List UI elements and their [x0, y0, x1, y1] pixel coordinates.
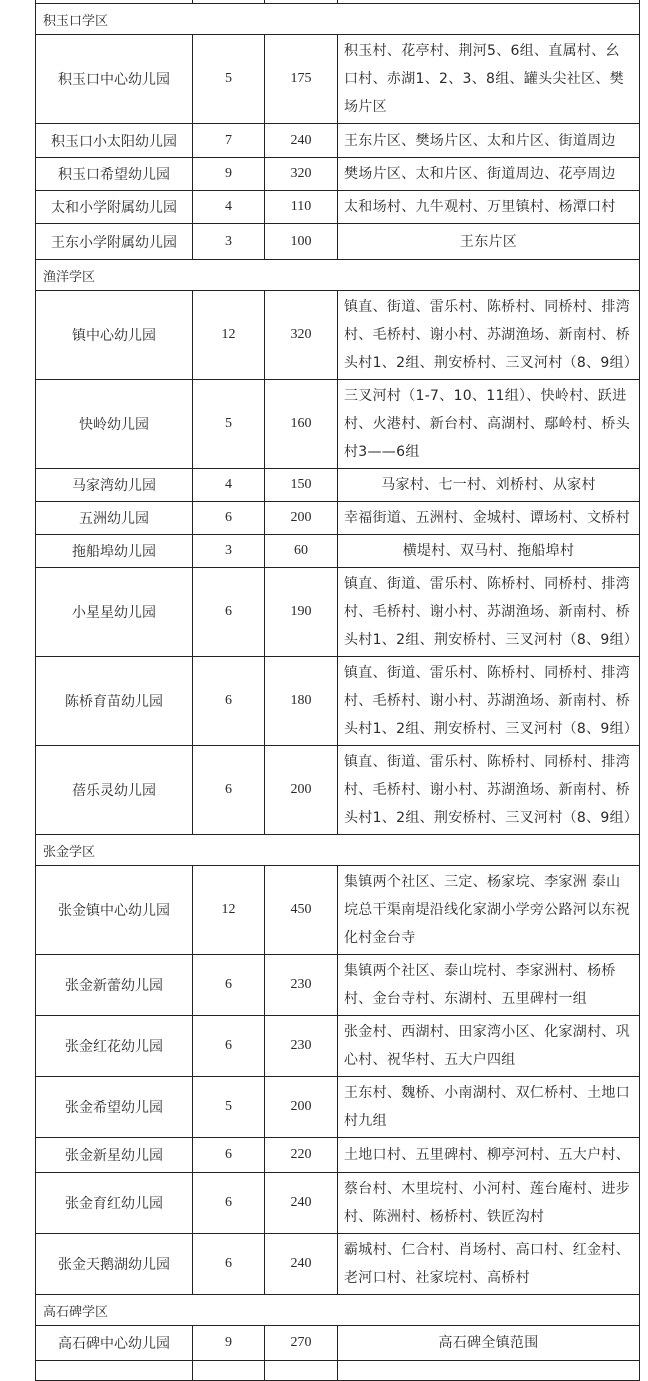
enrollment-count-cell: 190 — [265, 568, 338, 657]
enrollment-count-cell: 240 — [265, 1234, 338, 1295]
service-area-cell: 集镇两个社区、泰山垸村、李家洲村、杨桥村、金台寺村、东湖村、五里碑村一组 — [338, 955, 640, 1016]
section-title: 积玉口学区 — [36, 4, 640, 35]
service-area-cell: 横堤村、双马村、拖船埠村 — [338, 535, 640, 568]
service-area-cell: 樊场片区、太和片区、街道周边、花亭周边 — [338, 158, 640, 191]
class-count-cell: 6 — [193, 1016, 265, 1077]
enrollment-count-cell: 160 — [265, 380, 338, 469]
class-count-cell: 7 — [193, 124, 265, 158]
kindergarten-name-cell: 张金育红幼儿园 — [36, 1173, 193, 1234]
kindergarten-name-cell: 小星星幼儿园 — [36, 568, 193, 657]
enrollment-count-cell: 110 — [265, 191, 338, 224]
service-area-cell: 三叉河村（1-7、10、11组）、快岭村、跃进村、火港村、新台村、高湖村、鄢岭村、桥头村3——6组 — [338, 380, 640, 469]
kindergarten-enrollment-table — [35, 0, 640, 1381]
class-count-cell: 9 — [193, 1326, 265, 1361]
enrollment-count-cell: 60 — [265, 535, 338, 568]
service-area-cell: 集镇两个社区、三定、杨家垸、李家洲 泰山垸总干渠南堤沿线化家湖小学旁公路河以东祝化村金台寺 — [338, 866, 640, 955]
kindergarten-name-cell: 拖船埠幼儿园 — [36, 535, 193, 568]
table-row — [36, 502, 640, 535]
kindergarten-name-cell: 高石碑中心幼儿园 — [36, 1326, 193, 1361]
section-header-row — [36, 835, 640, 866]
table-row — [36, 191, 640, 224]
enrollment-count-cell: 320 — [265, 158, 338, 191]
table-row — [36, 866, 640, 955]
kindergarten-name-cell: 张金希望幼儿园 — [36, 1077, 193, 1138]
section-header-row — [36, 260, 640, 291]
class-count-cell: 6 — [193, 657, 265, 746]
service-area-cell: 王东片区、樊场片区、太和片区、街道周边 — [338, 124, 640, 158]
table-row — [36, 535, 640, 568]
kindergarten-name-cell: 积玉口希望幼儿园 — [36, 158, 193, 191]
class-count-cell: 6 — [193, 746, 265, 835]
class-count-cell: 6 — [193, 1173, 265, 1234]
table-row — [36, 1361, 640, 1381]
enrollment-count-cell — [265, 1361, 338, 1381]
section-header-row — [36, 4, 640, 35]
class-count-cell: 6 — [193, 955, 265, 1016]
enrollment-count-cell: 200 — [265, 1077, 338, 1138]
service-area-cell: 镇直、街道、雷乐村、陈桥村、同桥村、排湾村、毛桥村、谢小村、苏湖渔场、新南村、桥头村1、2组、荆安桥村、三叉河村（8、9组） — [338, 657, 640, 746]
enrollment-count-cell: 150 — [265, 469, 338, 502]
class-count-cell: 12 — [193, 866, 265, 955]
enrollment-count-cell: 450 — [265, 866, 338, 955]
enrollment-count-cell: 270 — [265, 1326, 338, 1361]
class-count-cell: 6 — [193, 502, 265, 535]
class-count-cell: 5 — [193, 1077, 265, 1138]
service-area-cell: 幸福街道、五洲村、金城村、谭场村、文桥村 — [338, 502, 640, 535]
service-area-cell: 镇直、街道、雷乐村、陈桥村、同桥村、排湾村、毛桥村、谢小村、苏湖渔场、新南村、桥头村1、2组、荆安桥村、三叉河村（8、9组） — [338, 568, 640, 657]
table-row — [36, 1234, 640, 1295]
service-area-cell: 王东片区 — [338, 224, 640, 260]
class-count-cell: 4 — [193, 191, 265, 224]
kindergarten-name-cell: 张金新星幼儿园 — [36, 1138, 193, 1173]
class-count-cell: 6 — [193, 1234, 265, 1295]
service-area-cell — [338, 1361, 640, 1381]
service-area-cell: 镇直、街道、雷乐村、陈桥村、同桥村、排湾村、毛桥村、谢小村、苏湖渔场、新南村、桥头村1、2组、荆安桥村、三叉河村（8、9组） — [338, 291, 640, 380]
class-count-cell: 4 — [193, 469, 265, 502]
table-row — [36, 746, 640, 835]
kindergarten-name-cell: 太和小学附属幼儿园 — [36, 191, 193, 224]
class-count-cell: 3 — [193, 224, 265, 260]
kindergarten-name-cell: 积玉口小太阳幼儿园 — [36, 124, 193, 158]
service-area-cell: 土地口村、五里碑村、柳亭河村、五大户村、 — [338, 1138, 640, 1173]
kindergarten-name-cell: 快岭幼儿园 — [36, 380, 193, 469]
kindergarten-name-cell: 张金天鹅湖幼儿园 — [36, 1234, 193, 1295]
service-area-cell: 太和场村、九牛观村、万里镇村、杨潭口村 — [338, 191, 640, 224]
table-row — [36, 1138, 640, 1173]
service-area-cell: 积玉村、花亭村、荆河5、6组、直属村、幺口村、赤湖1、2、3、8组、罐头尖社区、樊场片区 — [338, 35, 640, 124]
kindergarten-name-cell: 马家湾幼儿园 — [36, 469, 193, 502]
class-count-cell — [193, 1361, 265, 1381]
section-header-row — [36, 1295, 640, 1326]
kindergarten-name-cell: 张金镇中心幼儿园 — [36, 866, 193, 955]
table-row — [36, 1326, 640, 1361]
kindergarten-name-cell: 张金新蕾幼儿园 — [36, 955, 193, 1016]
service-area-cell: 蔡台村、木里垸村、小河村、莲台庵村、进步村、陈洲村、杨桥村、铁匠沟村 — [338, 1173, 640, 1234]
table-row — [36, 657, 640, 746]
kindergarten-name-cell: 陈桥育苗幼儿园 — [36, 657, 193, 746]
class-count-cell: 5 — [193, 35, 265, 124]
table-row — [36, 1077, 640, 1138]
kindergarten-name-cell: 五洲幼儿园 — [36, 502, 193, 535]
class-count-cell: 9 — [193, 158, 265, 191]
service-area-cell: 高石碑全镇范围 — [338, 1326, 640, 1361]
kindergarten-name-cell — [36, 1361, 193, 1381]
class-count-cell: 12 — [193, 291, 265, 380]
class-count-cell: 3 — [193, 535, 265, 568]
class-count-cell: 5 — [193, 380, 265, 469]
enrollment-count-cell: 230 — [265, 1016, 338, 1077]
kindergarten-name-cell: 王东小学附属幼儿园 — [36, 224, 193, 260]
service-area-cell: 张金村、西湖村、田家湾小区、化家湖村、巩心村、祝华村、五大户四组 — [338, 1016, 640, 1077]
service-area-cell: 镇直、街道、雷乐村、陈桥村、同桥村、排湾村、毛桥村、谢小村、苏湖渔场、新南村、桥头村1、2组、荆安桥村、三叉河村（8、9组） — [338, 746, 640, 835]
section-title: 渔洋学区 — [36, 260, 640, 291]
kindergarten-name-cell: 积玉口中心幼儿园 — [36, 35, 193, 124]
section-title: 高石碑学区 — [36, 1295, 640, 1326]
enrollment-count-cell: 320 — [265, 291, 338, 380]
kindergarten-name-cell: 蓓乐灵幼儿园 — [36, 746, 193, 835]
service-area-cell: 霸城村、仁合村、肖场村、高口村、红金村、老河口村、社家垸村、高桥村 — [338, 1234, 640, 1295]
kindergarten-name-cell: 镇中心幼儿园 — [36, 291, 193, 380]
table-row — [36, 1016, 640, 1077]
enrollment-count-cell: 240 — [265, 1173, 338, 1234]
class-count-cell: 6 — [193, 568, 265, 657]
table-row — [36, 955, 640, 1016]
table-row — [36, 380, 640, 469]
service-area-cell: 马家村、七一村、刘桥村、从家村 — [338, 469, 640, 502]
enrollment-count-cell: 180 — [265, 657, 338, 746]
class-count-cell: 6 — [193, 1138, 265, 1173]
table-body — [36, 0, 640, 1381]
table-row — [36, 224, 640, 260]
enrollment-count-cell: 200 — [265, 746, 338, 835]
table-row — [36, 35, 640, 124]
table-row — [36, 568, 640, 657]
table-row — [36, 124, 640, 158]
enrollment-count-cell: 240 — [265, 124, 338, 158]
table-row — [36, 469, 640, 502]
enrollment-count-cell: 175 — [265, 35, 338, 124]
enrollment-count-cell: 100 — [265, 224, 338, 260]
table-row — [36, 158, 640, 191]
table-row — [36, 1173, 640, 1234]
enrollment-count-cell: 230 — [265, 955, 338, 1016]
service-area-cell: 王东村、魏桥、小南湖村、双仁桥村、土地口村九组 — [338, 1077, 640, 1138]
kindergarten-name-cell: 张金红花幼儿园 — [36, 1016, 193, 1077]
table-row — [36, 291, 640, 380]
section-title: 张金学区 — [36, 835, 640, 866]
enrollment-count-cell: 220 — [265, 1138, 338, 1173]
enrollment-count-cell: 200 — [265, 502, 338, 535]
